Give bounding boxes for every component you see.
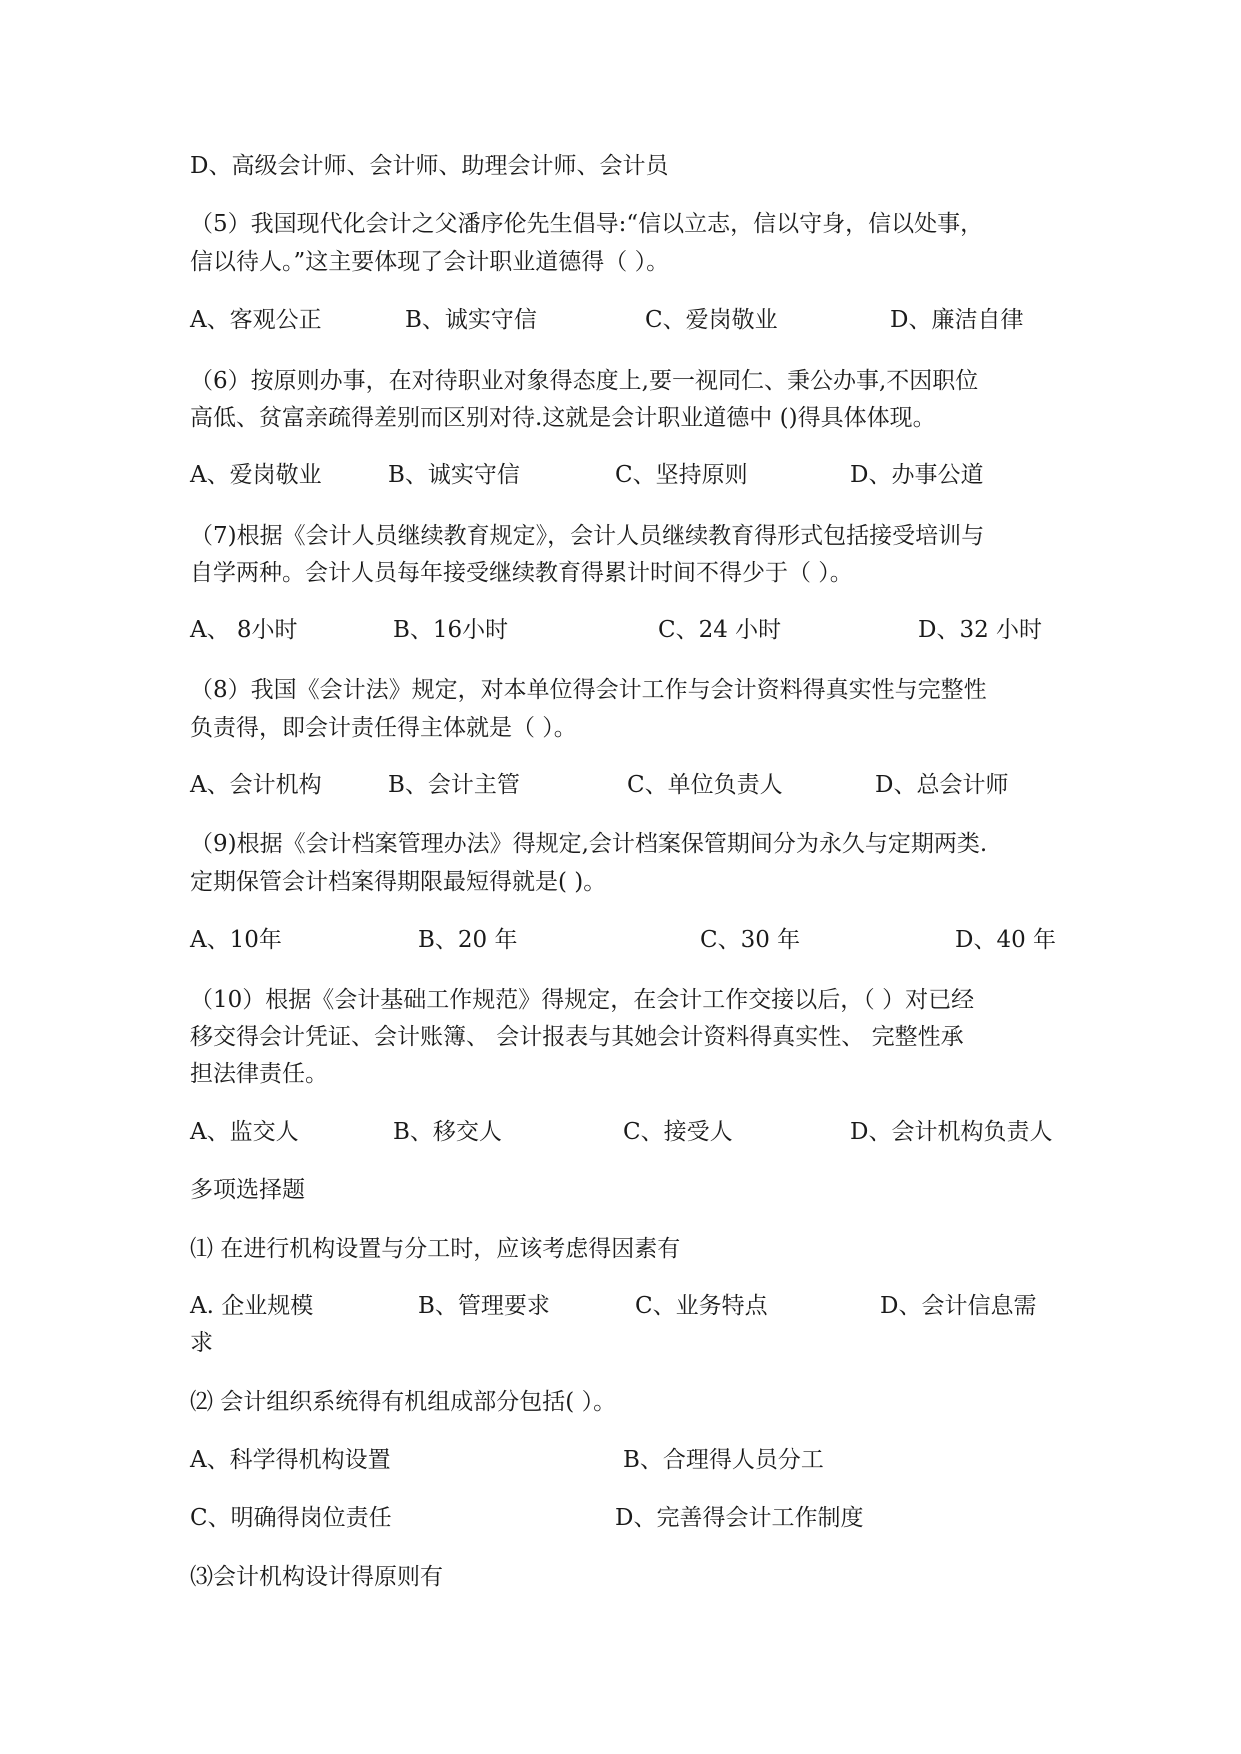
q5-option-d: D、廉洁自律 bbox=[890, 307, 1024, 333]
m1-option-d-wrap: 求 bbox=[190, 1330, 213, 1356]
q7-option-d: D、32 小时 bbox=[918, 617, 1043, 643]
q7-option-a: A、 8小时 bbox=[190, 617, 298, 643]
q10-option-d: D、会计机构负责人 bbox=[850, 1119, 1053, 1145]
q6-option-d: D、办事公道 bbox=[850, 462, 984, 488]
q8-option-a: A、会计机构 bbox=[190, 772, 322, 798]
m1-option-a: A. 企业规模 bbox=[190, 1293, 314, 1319]
q8-option-d: D、总会计师 bbox=[875, 772, 1009, 798]
q7-option-b: B、16小时 bbox=[393, 617, 509, 643]
m1-option-c: C、业务特点 bbox=[635, 1293, 768, 1319]
q6-stem-line1: （6）按原则办事，在对待职业对象得态度上,要一视同仁、秉公办事,不因职位 bbox=[190, 368, 979, 394]
m2-option-d: D、完善得会计工作制度 bbox=[615, 1505, 864, 1531]
q5-option-b: B、诚实守信 bbox=[405, 307, 537, 333]
q7-stem-line1: （7)根据《会计人员继续教育规定》，会计人员继续教育得形式包括接受培训与 bbox=[190, 523, 985, 549]
q8-stem-line1: （8）我国《会计法》规定，对本单位得会计工作与会计资料得真实性与完整性 bbox=[190, 677, 987, 703]
q5-stem-line1: （5）我国现代化会计之父潘序伦先生倡导:“信以立志，信以守身，信以处事， bbox=[190, 211, 984, 237]
q10-stem-line1: （10）根据《会计基础工作规范》得规定，在会计工作交接以后，（ ）对已经 bbox=[190, 987, 975, 1013]
q5-stem-line2: 信以待人。”这主要体现了会计职业道德得（ ）。 bbox=[190, 249, 670, 275]
m1-stem: ⑴ 在进行机构设置与分工时，应该考虑得因素有 bbox=[190, 1236, 681, 1262]
q10-stem-line3: 担法律责任。 bbox=[190, 1061, 328, 1087]
q6-stem-line2: 高低、贫富亲疏得差别而区别对待.这就是会计职业道德中 ()得具体体现。 bbox=[190, 405, 936, 431]
q8-option-b: B、会计主管 bbox=[388, 772, 520, 798]
q9-option-b: B、20 年 bbox=[418, 927, 518, 953]
q7-stem-line2: 自学两种。会计人员每年接受继续教育得累计时间不得少于（ ）。 bbox=[190, 560, 853, 586]
m2-option-c: C、明确得岗位责任 bbox=[190, 1505, 392, 1531]
m1-option-b: B、管理要求 bbox=[418, 1293, 550, 1319]
m1-option-d: D、会计信息需 bbox=[880, 1293, 1037, 1319]
q9-stem-line1: （9)根据《会计档案管理办法》得规定,会计档案保管期间分为永久与定期两类. bbox=[190, 831, 988, 857]
q5-option-a: A、客观公正 bbox=[190, 307, 322, 333]
q9-option-d: D、40 年 bbox=[955, 927, 1057, 953]
q6-option-c: C、坚持原则 bbox=[615, 462, 748, 488]
q5-option-c: C、爱岗敬业 bbox=[645, 307, 778, 333]
m3-stem: ⑶会计机构设计得原则有 bbox=[190, 1564, 443, 1590]
q6-option-b: B、诚实守信 bbox=[388, 462, 520, 488]
q10-option-a: A、监交人 bbox=[190, 1119, 299, 1145]
section-heading-multiple-choice: 多项选择题 bbox=[190, 1177, 305, 1203]
m2-option-a: A、科学得机构设置 bbox=[190, 1447, 391, 1473]
q10-option-b: B、移交人 bbox=[393, 1119, 502, 1145]
q9-option-a: A、10年 bbox=[190, 927, 282, 953]
q8-option-c: C、单位负责人 bbox=[627, 772, 783, 798]
q8-stem-line2: 负责得，即会计责任得主体就是（ ）。 bbox=[190, 715, 577, 741]
q9-stem-line2: 定期保管会计档案得期限最短得就是( )。 bbox=[190, 869, 607, 895]
m2-stem: ⑵ 会计组织系统得有机组成部分包括( ）。 bbox=[190, 1389, 617, 1415]
q10-stem-line2: 移交得会计凭证、会计账簿、 会计报表与其她会计资料得真实性、 完整性承 bbox=[190, 1024, 964, 1050]
q7-option-c: C、24 小时 bbox=[658, 617, 782, 643]
m2-option-b: B、合理得人员分工 bbox=[623, 1447, 824, 1473]
q6-option-a: A、爱岗敬业 bbox=[190, 462, 322, 488]
q9-option-c: C、30 年 bbox=[700, 927, 801, 953]
q4-option-d: D、高级会计师、会计师、助理会计师、会计员 bbox=[190, 153, 669, 179]
q10-option-c: C、接受人 bbox=[623, 1119, 733, 1145]
